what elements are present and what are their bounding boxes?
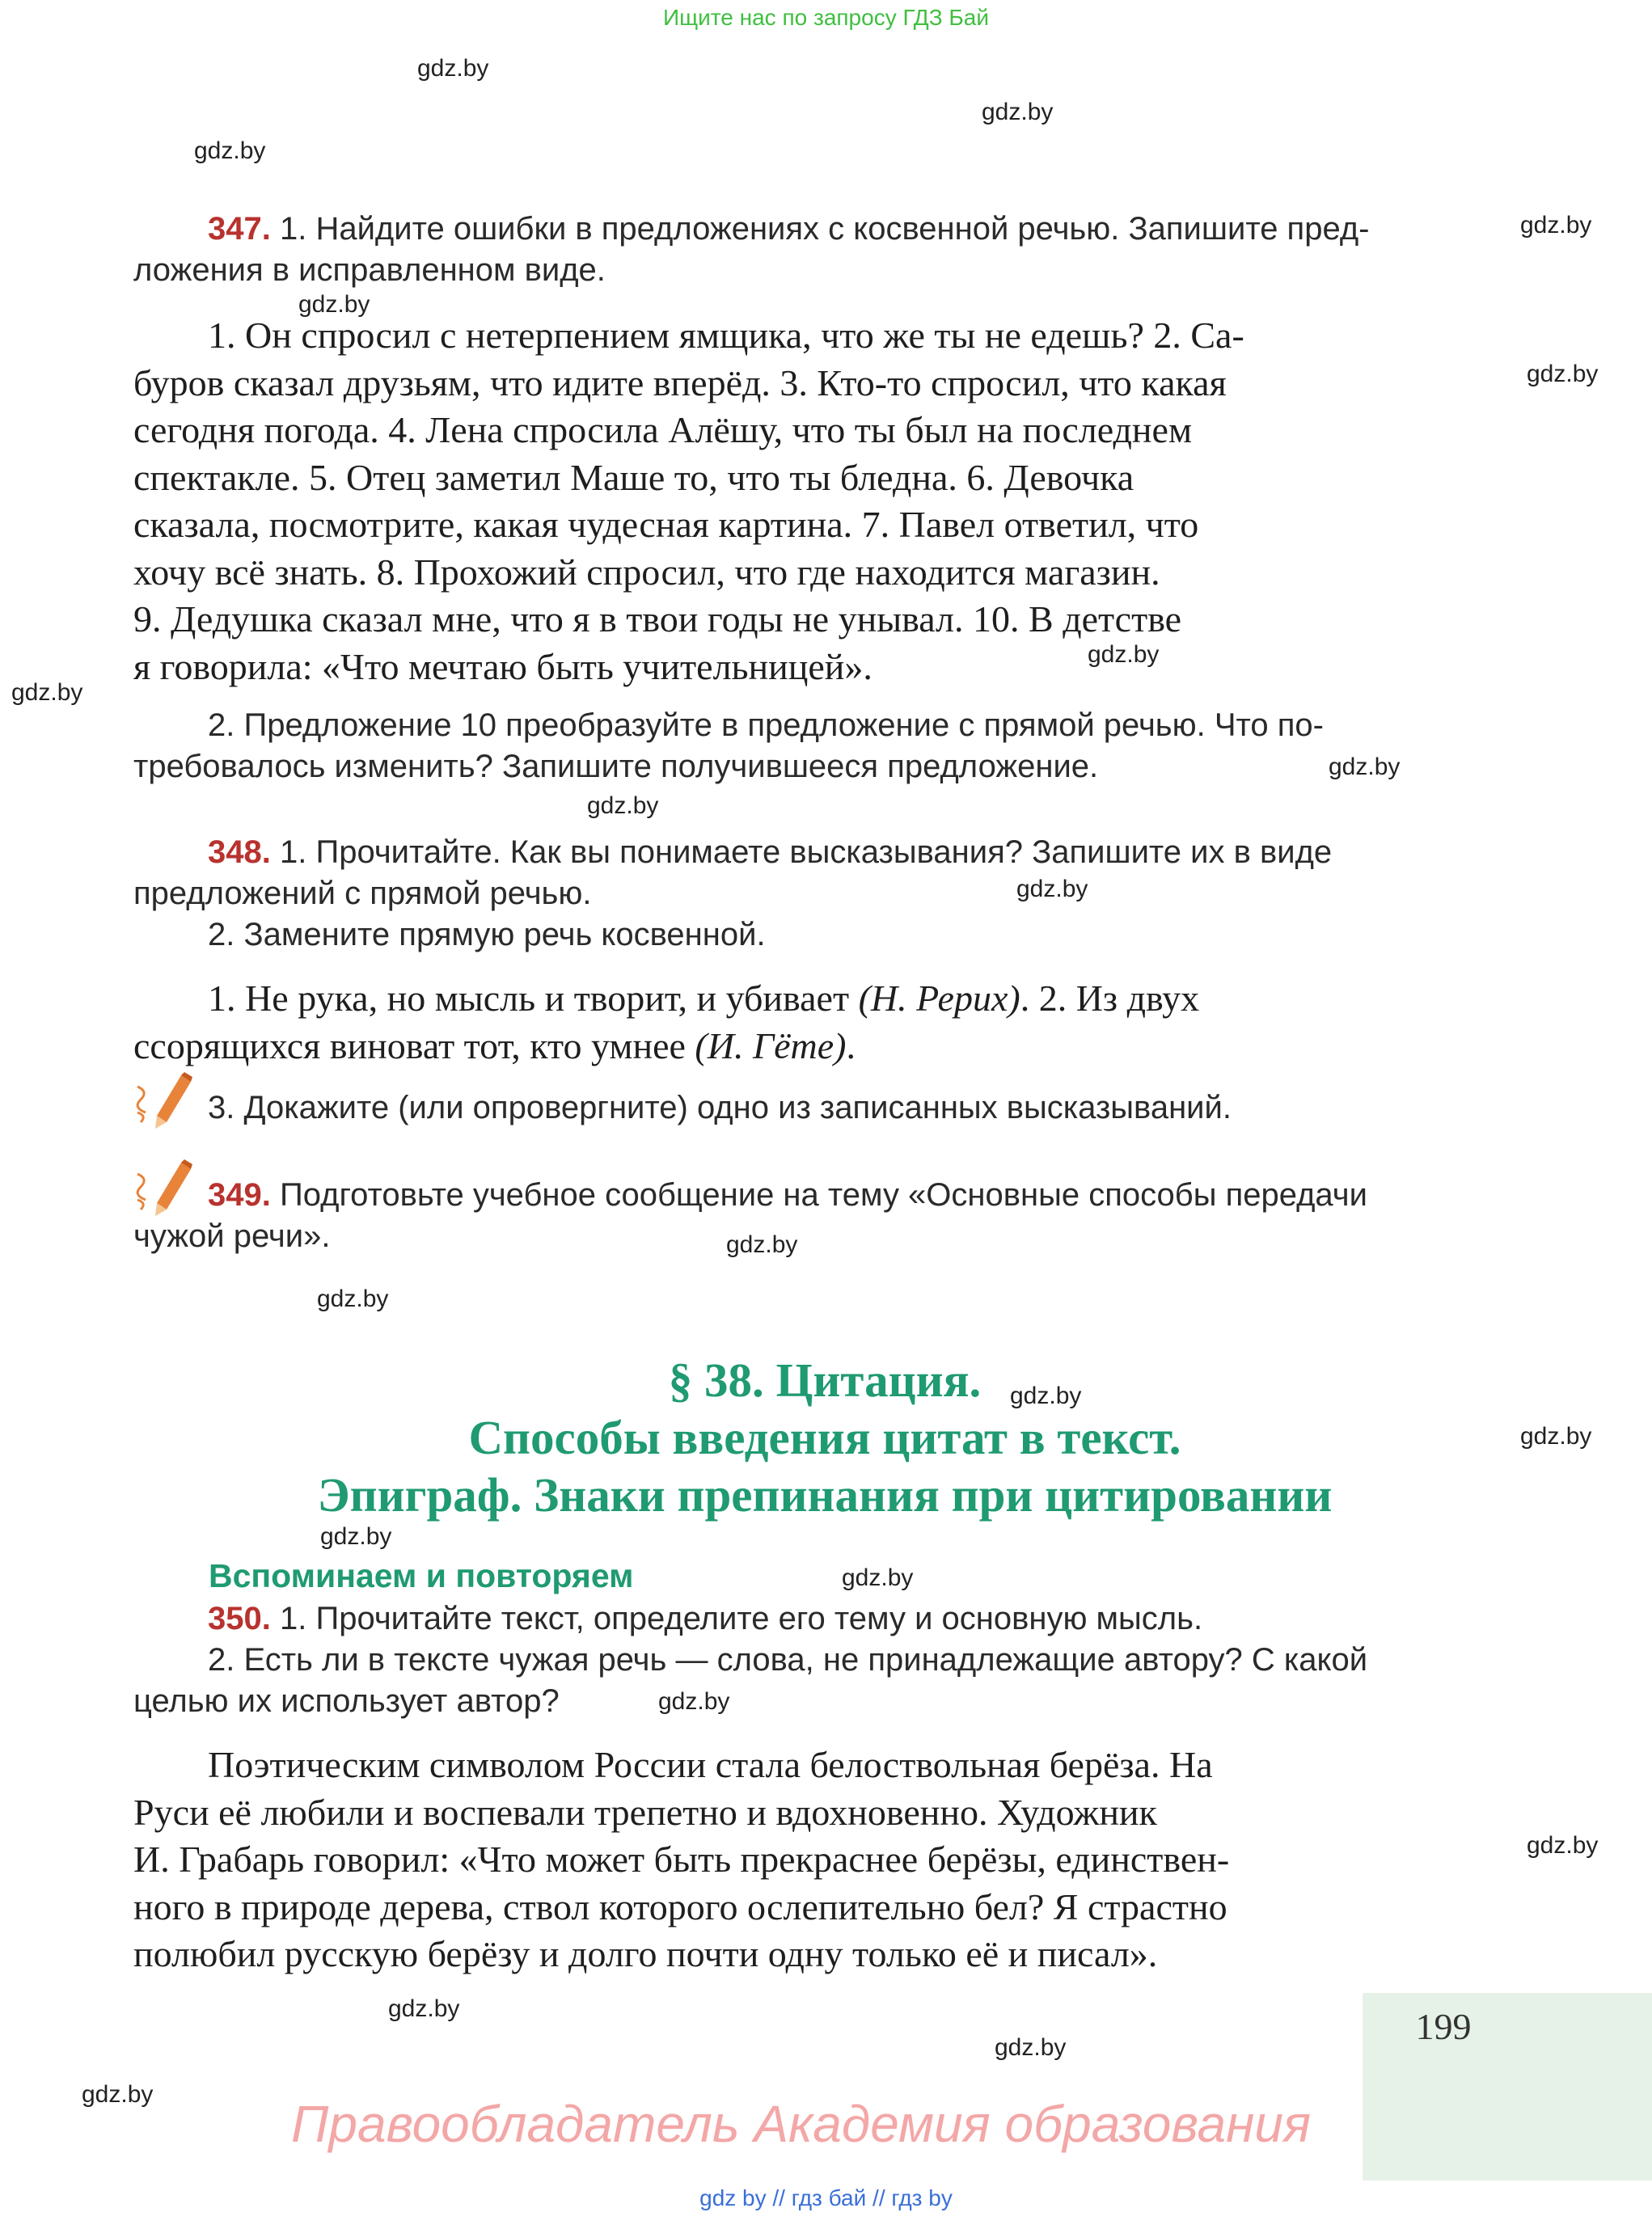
text-line: сегодня погода. 4. Лена спросила Алёшу, что ты был на последнем xyxy=(133,409,1193,450)
watermark: gdz.by xyxy=(1520,212,1592,239)
task-instruction: 1. Найдите ошибки в предложениях с косвенной речью. Запишите пред- xyxy=(279,211,1370,247)
watermark: gdz.by xyxy=(317,1286,389,1312)
watermark: gdz.by xyxy=(1520,1423,1592,1450)
task-number: 350. xyxy=(208,1601,271,1636)
watermark: gdz.by xyxy=(11,679,83,706)
text-line: И. Грабарь говорил: «Что может быть прекраснее берёзы, единствен- xyxy=(133,1839,1230,1880)
task-instruction: 1. Прочитайте. Как вы понимаете высказывания? Запишите их в виде xyxy=(279,834,1333,870)
watermark: gdz.by xyxy=(1329,754,1401,780)
task-instruction: предложений с прямой речью. xyxy=(133,876,592,911)
watermark: gdz.by xyxy=(1010,1383,1082,1409)
top-banner: Ищите нас по запросу ГДЗ Бай xyxy=(662,5,990,30)
watermark: gdz.by xyxy=(320,1523,392,1550)
task-349 xyxy=(133,1175,1460,1257)
task-347-instructions xyxy=(133,209,1460,291)
task-number: 347. xyxy=(208,211,271,247)
quote-text: ссорящихся виноват тот, кто умнее xyxy=(133,1024,695,1066)
task-instruction: Подготовьте учебное сообщение на тему «Основные способы передачи xyxy=(279,1177,1367,1213)
watermark: gdz.by xyxy=(587,792,659,819)
quote-author: (Н. Рерих) xyxy=(858,977,1020,1019)
watermark: gdz.by xyxy=(82,2081,154,2108)
task-number: 348. xyxy=(208,834,271,870)
copyright-notice: Правообладатель Академия образования xyxy=(291,2095,1312,2153)
watermark: gdz.by xyxy=(1527,1832,1599,1859)
watermark: gdz.by xyxy=(417,55,489,82)
text-line: спектакле. 5. Отец заметил Маше то, что ты бледна. 6. Девочка xyxy=(133,456,1134,498)
task-348-quotes xyxy=(133,975,1460,1070)
watermark: gdz.by xyxy=(388,1995,460,2022)
watermark: gdz.by xyxy=(658,1688,730,1715)
footer-links[interactable]: gdz by // гдз бай // гдз by xyxy=(699,2185,953,2210)
task-350-text xyxy=(133,1742,1460,1978)
watermark: gdz.by xyxy=(1088,641,1160,668)
text-line: 1. Он спросил с нетерпением ямщика, что же ты не едешь? 2. Са- xyxy=(208,315,1244,356)
task-350-instructions xyxy=(133,1598,1460,1722)
text-line: 9. Дедушка сказал мне, что я в твои годы не унывал. 10. В детстве xyxy=(133,598,1182,640)
section-title xyxy=(133,1352,1516,1524)
task-348-instructions xyxy=(133,832,1460,956)
task-instruction: целью их использует автор? xyxy=(133,1683,560,1719)
quote-author: (И. Гёте) xyxy=(695,1024,847,1066)
quote-text: . xyxy=(846,1024,856,1066)
watermark: gdz.by xyxy=(1527,361,1599,387)
task-instruction: 1. Прочитайте текст, определите его тему и основную мысль. xyxy=(279,1601,1203,1636)
watermark: gdz.by xyxy=(1016,876,1088,902)
task-347-part2 xyxy=(133,705,1460,787)
text-line: хочу всё знать. 8. Прохожий спросил, что где находится магазин. xyxy=(133,551,1160,593)
subheading: Вспоминаем и повторяем xyxy=(209,1557,634,1594)
task-instruction: требовалось изменить? Запишите получившееся предложение. xyxy=(133,749,1099,784)
quote-text: 1. Не рука, но мысль и творит, и убивает xyxy=(208,977,859,1019)
watermark: gdz.by xyxy=(995,2034,1067,2061)
section-title-line: Эпиграф. Знаки препинания при цитировании xyxy=(317,1468,1333,1522)
page-number: 199 xyxy=(1415,2006,1472,2047)
task-instruction: 2. Предложение 10 преобразуйте в предложение с прямой речью. Что по- xyxy=(208,707,1324,743)
watermark: gdz.by xyxy=(842,1564,914,1591)
text-line: ного в природе дерева, ствол которого ослепительно бел? Я страстно xyxy=(133,1885,1227,1927)
task-instruction: 2. Замените прямую речь косвенной. xyxy=(208,917,766,952)
task-347-sentences xyxy=(133,312,1460,690)
task-instruction: 2. Есть ли в тексте чужая речь — слова, не принадлежащие автору? С какой xyxy=(208,1642,1368,1678)
watermark: gdz.by xyxy=(194,137,266,164)
watermark: gdz.by xyxy=(726,1231,798,1258)
watermark: gdz.by xyxy=(982,99,1054,125)
text-line: сказала, посмотрите, какая чудесная картина. 7. Павел ответил, что xyxy=(133,504,1199,545)
text-line: Руси её любили и воспевали трепетно и вдохновенно. Художник xyxy=(133,1791,1157,1833)
task-number: 349. xyxy=(208,1177,271,1213)
text-line: Поэтическим символом России стала белоствольная берёза. На xyxy=(208,1744,1213,1785)
task-instruction: ложения в исправленном виде. xyxy=(133,252,606,288)
quote-text: . 2. Из двух xyxy=(1020,977,1200,1019)
task-instruction: чужой речи». xyxy=(133,1218,331,1254)
text-line: полюбил русскую берёзу и долго почти одну только её и писал». xyxy=(133,1933,1158,1974)
section-title-line: Способы введения цитат в текст. xyxy=(468,1411,1181,1464)
text-line: буров сказал друзьям, что идите вперёд. 3. Кто-то спросил, что какая xyxy=(133,361,1227,403)
task-348-part3 xyxy=(133,1087,1460,1129)
text-line: я говорила: «Что мечтаю быть учительницей». xyxy=(133,645,872,687)
watermark: gdz.by xyxy=(298,291,370,318)
section-title-line: § 38. Цитация. xyxy=(668,1353,982,1407)
task-instruction: 3. Докажите (или опровергните) одно из записанных высказываний. xyxy=(208,1090,1232,1125)
